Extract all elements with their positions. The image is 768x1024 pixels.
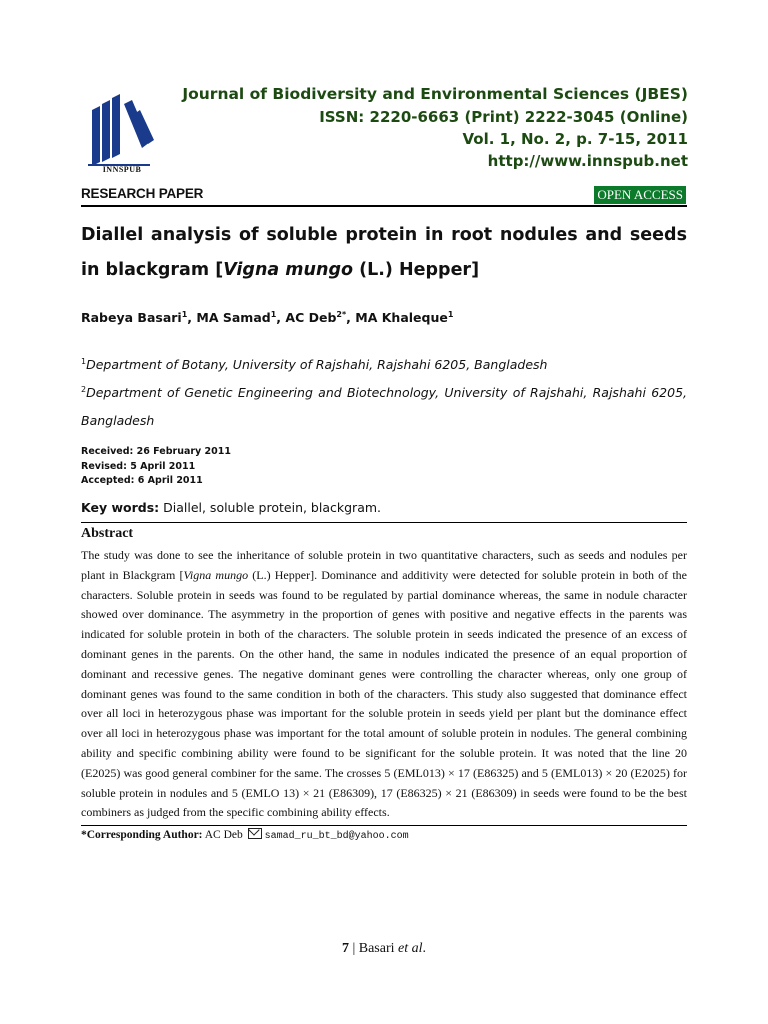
accepted-date: Accepted: 6 April 2011	[81, 475, 203, 486]
footer-author: | Basari	[348, 941, 399, 956]
paper-title	[81, 218, 687, 288]
affiliation-sup: 2	[81, 385, 87, 394]
logo-text: INNSPUB	[102, 165, 142, 174]
received-date: Received: 26 February 2011	[81, 446, 231, 457]
journal-issn: ISSN: 2220-6663 (Print) 2222-3045 (Online)	[319, 108, 688, 126]
author-sup: 1	[181, 310, 188, 319]
paper-type-label: RESEARCH PAPER	[81, 186, 204, 201]
journal-title: Journal of Biodiversity and Environmental Sciences (JBES)	[182, 85, 688, 103]
abstract-text-1: The study was done to see the inheritance of soluble protein in two quantitative characters, such as seeds and nodules per plant in Blackgram [	[81, 548, 687, 582]
author-list: Rabeya Basari$^1$, MA Samad$^1$, AC Deb$^{2*}$, MA Khaleque$^1$	[81, 310, 454, 326]
corresponding-author	[81, 828, 409, 842]
affiliation-sup: 1	[81, 357, 87, 366]
affiliation-text: Department of Genetic Engineering and Biotechnology, University of Rajshahi, Rajshahi 6205, Bangladesh	[81, 385, 687, 429]
author-name: MA Khaleque	[355, 310, 448, 326]
affiliation-1	[81, 348, 687, 379]
author-name: AC Deb	[285, 310, 337, 326]
header-divider	[81, 205, 687, 207]
abstract-divider	[81, 825, 687, 826]
abstract-text-2: (L.) Hepper]. Dominance and additivity were detected for soluble protein in both of the characters. Soluble protein in seeds was found to be regulated by partial dominance whereas, the same in nodule character showed over dominance. The asymmetry in the proportion of genes with positive and negative effects in the parents was indicated for soluble protein in both of the characters. The soluble protein in seeds indicated the presence of an excess of dominant genes in the parents. On the other hand, the same in nodules indicated the presence of an equal proportion of dominant and recessive genes. The negative dominant genes were controlling the character whereas, only one group of dominant genes was found to the same condition in both of the characters. This study also suggested that dominance effect over all loci in heterozygous phase was important for the soluble protein in seeds yield per plant but the dominance effect over all loci in heterozygous phase was important for the total amount of soluble protein in nodules. The general combining ability and specific combining ability were found to be significant for the soluble protein. It was noted that the line 20 (E2025) was good general combiner for the same. The crosses 5 (EML013) × 17 (E86325) and 5 (EML013) × 20 (E2025) for soluble protein in nodules and 5 (EMLO 13) × 21 (E86309), 17 (E86325) × 21 (E86309) in seeds were found to be the best combiners as judged from the specific combining ability effects.	[81, 567, 687, 820]
affiliation-text: Department of Botany, University of Rajshahi, Rajshahi 6205, Bangladesh	[86, 357, 548, 373]
abstract-body	[81, 546, 687, 823]
revised-date: Revised: 5 April 2011	[81, 461, 196, 472]
author-name: Rabeya Basari	[81, 310, 182, 326]
corresponding-name: AC Deb	[202, 829, 243, 841]
keywords-text: Diallel, soluble protein, blackgram.	[159, 500, 381, 515]
title-text-1: Diallel analysis of soluble protein in root nodules and seeds in blackgram [	[81, 225, 687, 280]
abstract-species: Vigna mungo	[183, 567, 249, 582]
keywords	[81, 500, 381, 515]
corresponding-label: *Corresponding Author:	[81, 829, 203, 841]
journal-url-link[interactable]: http://www.innspub.net	[487, 152, 688, 170]
keywords-label: Key words:	[81, 500, 160, 515]
journal-volume: Vol. 1, No. 2, p. 7-15, 2011	[462, 130, 688, 148]
author-sup: 2*	[336, 310, 347, 319]
envelope-icon	[248, 828, 262, 839]
open-access-badge: OPEN ACCESS	[594, 186, 686, 204]
author-sup: 1	[270, 310, 277, 319]
keywords-divider	[81, 522, 687, 523]
abstract-heading: Abstract	[81, 526, 134, 541]
author-email-link[interactable]: samad_ru_bt_bd@yahoo.com	[264, 831, 409, 842]
footer-etal: et al	[398, 941, 423, 956]
page-footer	[0, 941, 768, 957]
title-species: Vigna mungo	[223, 260, 354, 280]
footer-dot: .	[422, 941, 427, 956]
affiliation-2	[81, 376, 687, 435]
title-text-2: (L.) Hepper]	[353, 260, 480, 280]
author-name: MA Samad	[196, 310, 271, 326]
page-number: 7	[341, 941, 349, 956]
author-sup: 1	[447, 310, 454, 319]
